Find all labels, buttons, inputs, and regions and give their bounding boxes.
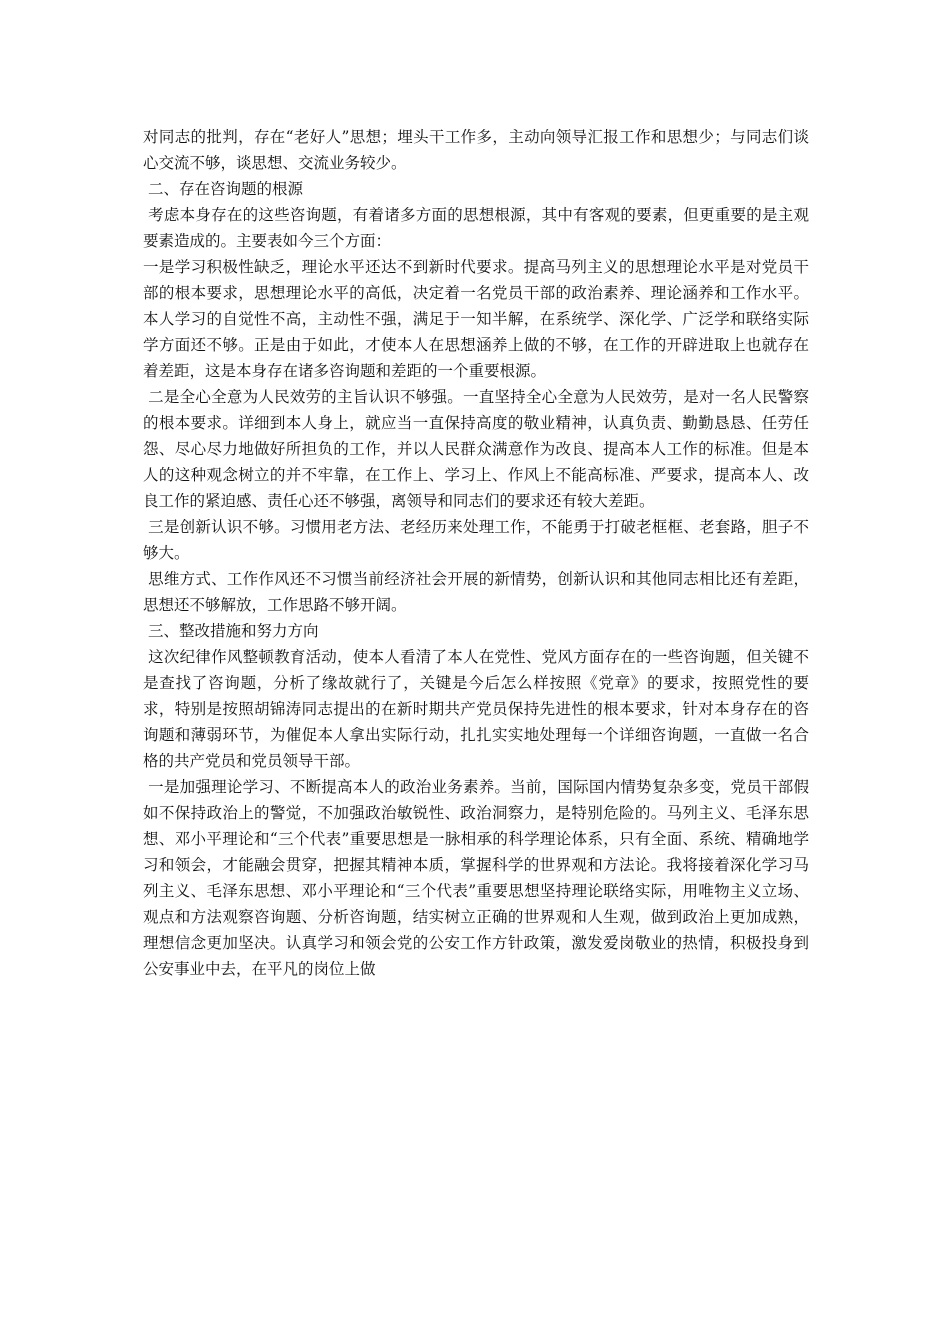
paragraph-measure-one: 一是加强理论学习、不断提高本人的政治业务素养。当前，国际国内情势复杂多变，党员干部假如不保持政治上的警觉，不加强政治敏锐性、政治洞察力，是特别危险的。马列主义、毛泽东思想、邓小平理论和“三个代表”重要思想是一脉相承的科学理论体系，只有全面、系统、精确地学习和领会，才能融会贯穿，把握其精神本质，掌握科学的世界观和方法论。我将接着深化学习马列主义、毛泽东思想、邓小平理论和“三个代表”重要思想坚持理论联络实际，用唯物主义立场、观点和方法观察咨询题、分析咨询题，结实树立正确的世界观和人生观，做到政治上更加成熟，理想信念更加坚决。认真学习和领会党的公安工作方针政策，激发爱岗敬业的热情，积极投身到公安事业中去，在平凡的岗位上做 xyxy=(143,778,809,978)
paragraph-cause-one: 一是学习积极性缺乏，理论水平还达不到新时代要求。提高马列主义的思想理论水平是对党员干部的根本要求，思想理论水平的高低，决定着一名党员干部的政治素养、理论涵养和工作水平。本人学习的自觉性不高，主动性不强，满足于一知半解，在系统学、深化学、广泛学和联络实际学方面还不够。正是由于如此，才使本人在思想涵养上做的不够，在工作的开辟进取上也就存在着差距，这是本身存在诸多咨询题和差距的一个重要根源。 xyxy=(143,258,809,380)
section-heading-measures: 三、整改措施和努力方向 xyxy=(143,622,319,640)
paragraph-thinking-style: 思维方式、工作作风还不习惯当前经济社会开展的新情势，创新认识和其他同志相比还有差距，思想还不够解放，工作思路不够开阔。 xyxy=(143,570,809,614)
document-body xyxy=(143,124,809,982)
paragraph-criticism-continuation: 对同志的批判，存在“老好人”思想；埋头干工作多，主动向领导汇报工作和思想少；与同志们谈心交流不够，谈思想、交流业务较少。 xyxy=(143,128,809,172)
section-heading-root-causes: 二、存在咨询题的根源 xyxy=(143,180,303,198)
paragraph-measures-intro: 这次纪律作风整顿教育活动，使本人看清了本人在党性、党风方面存在的一些咨询题，但关键不是查找了咨询题，分析了缘故就行了，关键是今后怎么样按照《党章》的要求，按照党性的要求，特别是按照胡锦涛同志提出的在新时期共产党员保持先进性的根本要求，针对本身存在的咨询题和薄弱环节，为催促本人拿出实际行动，扎扎实实地处理每一个详细咨询题，一直做一名合格的共产党员和党员领导干部。 xyxy=(143,648,809,770)
paragraph-cause-three: 三是创新认识不够。习惯用老方法、老经历来处理工作，不能勇于打破老框框、老套路，胆子不够大。 xyxy=(143,518,809,562)
paragraph-root-causes-intro: 考虑本身存在的这些咨询题，有着诸多方面的思想根源，其中有客观的要素，但更重要的是主观要素造成的。主要表如今三个方面： xyxy=(143,206,809,250)
paragraph-cause-two: 二是全心全意为人民效劳的主旨认识不够强。一直坚持全心全意为人民效劳，是对一名人民警察的根本要求。详细到本人身上，就应当一直保持高度的敬业精神，认真负责、勤勤恳恳、任劳任怨、尽心尽力地做好所担负的工作，并以人民群众满意作为改良、提高本人工作的标准。但是本人的这种观念树立的并不牢靠，在工作上、学习上、作风上不能高标准、严要求，提高本人、改良工作的紧迫感、责任心还不够强，离领导和同志们的要求还有较大差距。 xyxy=(143,388,809,510)
